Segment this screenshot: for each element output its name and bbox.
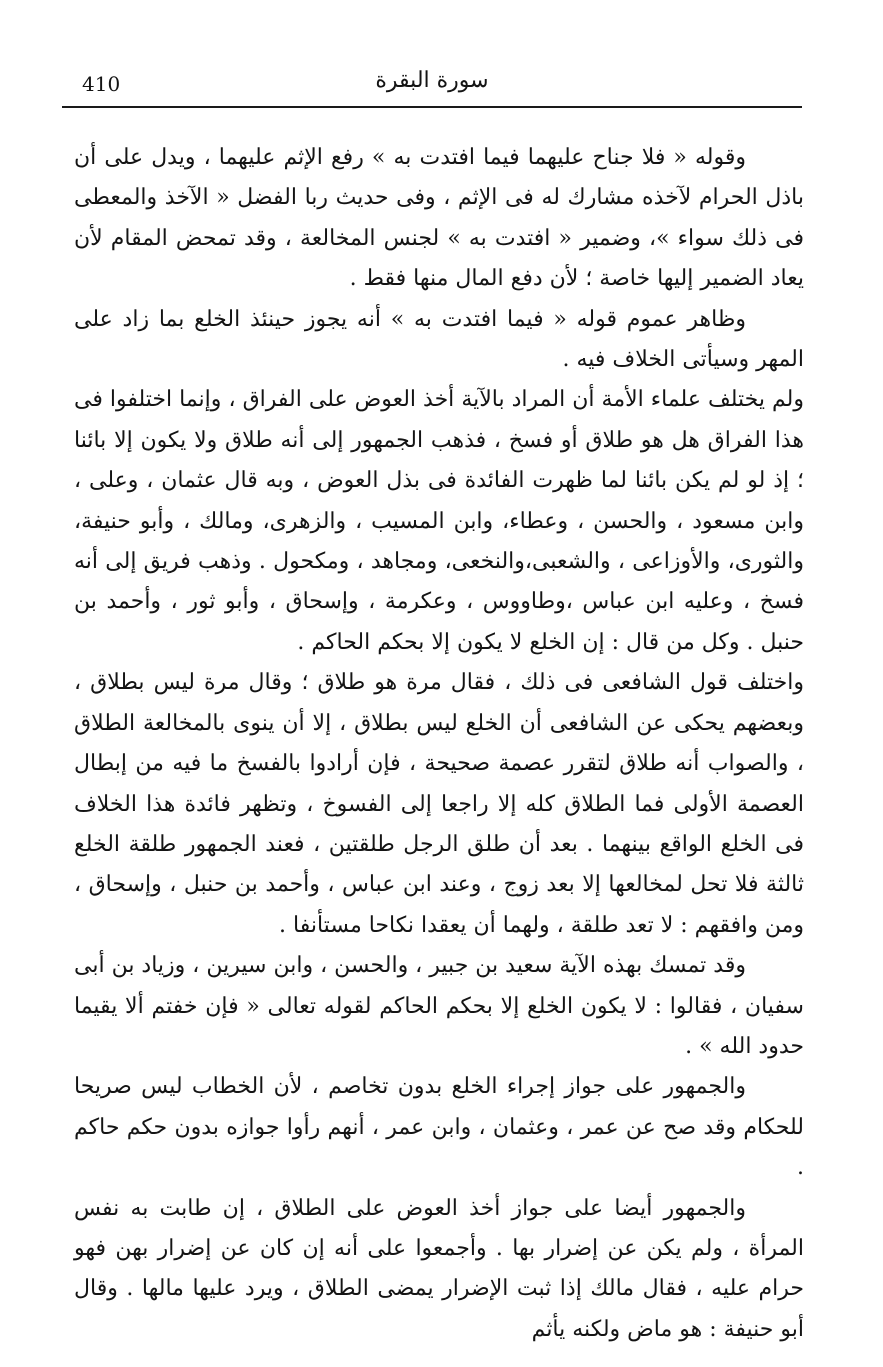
header-rule bbox=[62, 106, 802, 108]
running-title: سورة البقرة bbox=[375, 68, 489, 93]
paragraph: وقوله « فلا جناح عليهما فيما افتدت به » رفع الإثم عليهما ، ويدل على أن باذل الحرام لآخذه مشارك له فى الإثم ، وفى حديث ربا الفضل « الآخذ والمعطى فى ذلك سواء »، وضمير « افتدت به » لجنس المخالعة ، وقد تمحض المقام لأن يعاد الضمير إليها خاصة ؛ لأن دفع المال منها فقط . bbox=[74, 145, 804, 292]
paragraph: وظاهر عموم قوله « فيما افتدت به » أنه يجوز حينئذ الخلع بما زاد على المهر وسيأتى الخلاف فيه . bbox=[74, 306, 804, 373]
page-header bbox=[62, 66, 802, 106]
page-number: 410 bbox=[82, 72, 121, 96]
page-body bbox=[74, 138, 804, 1350]
paragraph: واختلف قول الشافعى فى ذلك ، فقال مرة هو طلاق ؛ وقال مرة ليس بطلاق ، وبعضهم يحكى عن الشافعى أن الخلع ليس بطلاق ، إلا أن ينوى بالمخالعة الطلاق ، والصواب أنه طلاق لتقرر عصمة صحيحة ، فإن أرادوا بالفسخ ما فيه من إبطال العصمة الأولى فما الطلاق كله إلا راجعا إلى الفسوخ ، وتظهر فائدة هذا الخلاف فى الخلع الواقع بينهما . بعد أن طلق الرجل طلقتين ، فعند الجمهور طلقة الخلع ثالثة فلا تحل لمخالعها إلا بعد زوج ، وعند ابن عباس ، وأحمد بن حنبل ، وإسحاق ، ومن وافقهم : لا تعد طلقة ، ولهما أن يعقدا نكاحا مستأنفا . bbox=[74, 670, 804, 938]
paragraph: ولم يختلف علماء الأمة أن المراد بالآية أخذ العوض على الفراق ، وإنما اختلفوا فى هذا الفراق هل هو طلاق أو فسخ ، فذهب الجمهور إلى أنه طلاق ولا يكون إلا بائنا ؛ إذ لو لم يكن بائنا لما ظهرت الفائدة فى بذل العوض ، وبه قال عثمان ، وعلى ، وابن مسعود ، والحسن ، وعطاء، وابن المسيب ، والزهرى، ومالك ، وأبو حنيفة، والثورى، والأوزاعى ، والشعبى،والنخعى، ومجاهد ، ومكحول . وذهب فريق إلى أنه فسخ ، وعليه ابن عباس ،وطاووس ، وعكرمة ، وإسحاق ، وأبو ثور ، وأحمد بن حنبل . وكل من قال : إن الخلع لا يكون إلا بحكم الحاكم . bbox=[74, 387, 805, 655]
paragraph: والجمهور على جواز إجراء الخلع بدون تخاصم ، لأن الخطاب ليس صريحا للحكام وقد صح عن عمر ، وعثمان ، وابن عمر ، أنهم رأوا جوازه بدون حكم حاكم . bbox=[74, 1074, 804, 1181]
paragraph: والجمهور أيضا على جواز أخذ العوض على الطلاق ، إن طابت به نفس المرأة ، ولم يكن عن إضرار بها . وأجمعوا على أنه إن كان عن إضرار بهن فهو حرام عليه ، فقال مالك إذا ثبت الإضرار يمضى الطلاق ، ويرد عليها مالها . وقال أبو حنيفة : هو ماض ولكنه يأثم bbox=[74, 1195, 804, 1342]
paragraph: وقد تمسك بهذه الآية سعيد بن جبير ، والحسن ، وابن سيرين ، وزياد بن أبى سفيان ، فقالوا : لا يكون الخلع إلا بحكم الحاكم لقوله تعالى « فإن خفتم ألا يقيما حدود الله » . bbox=[74, 953, 804, 1059]
